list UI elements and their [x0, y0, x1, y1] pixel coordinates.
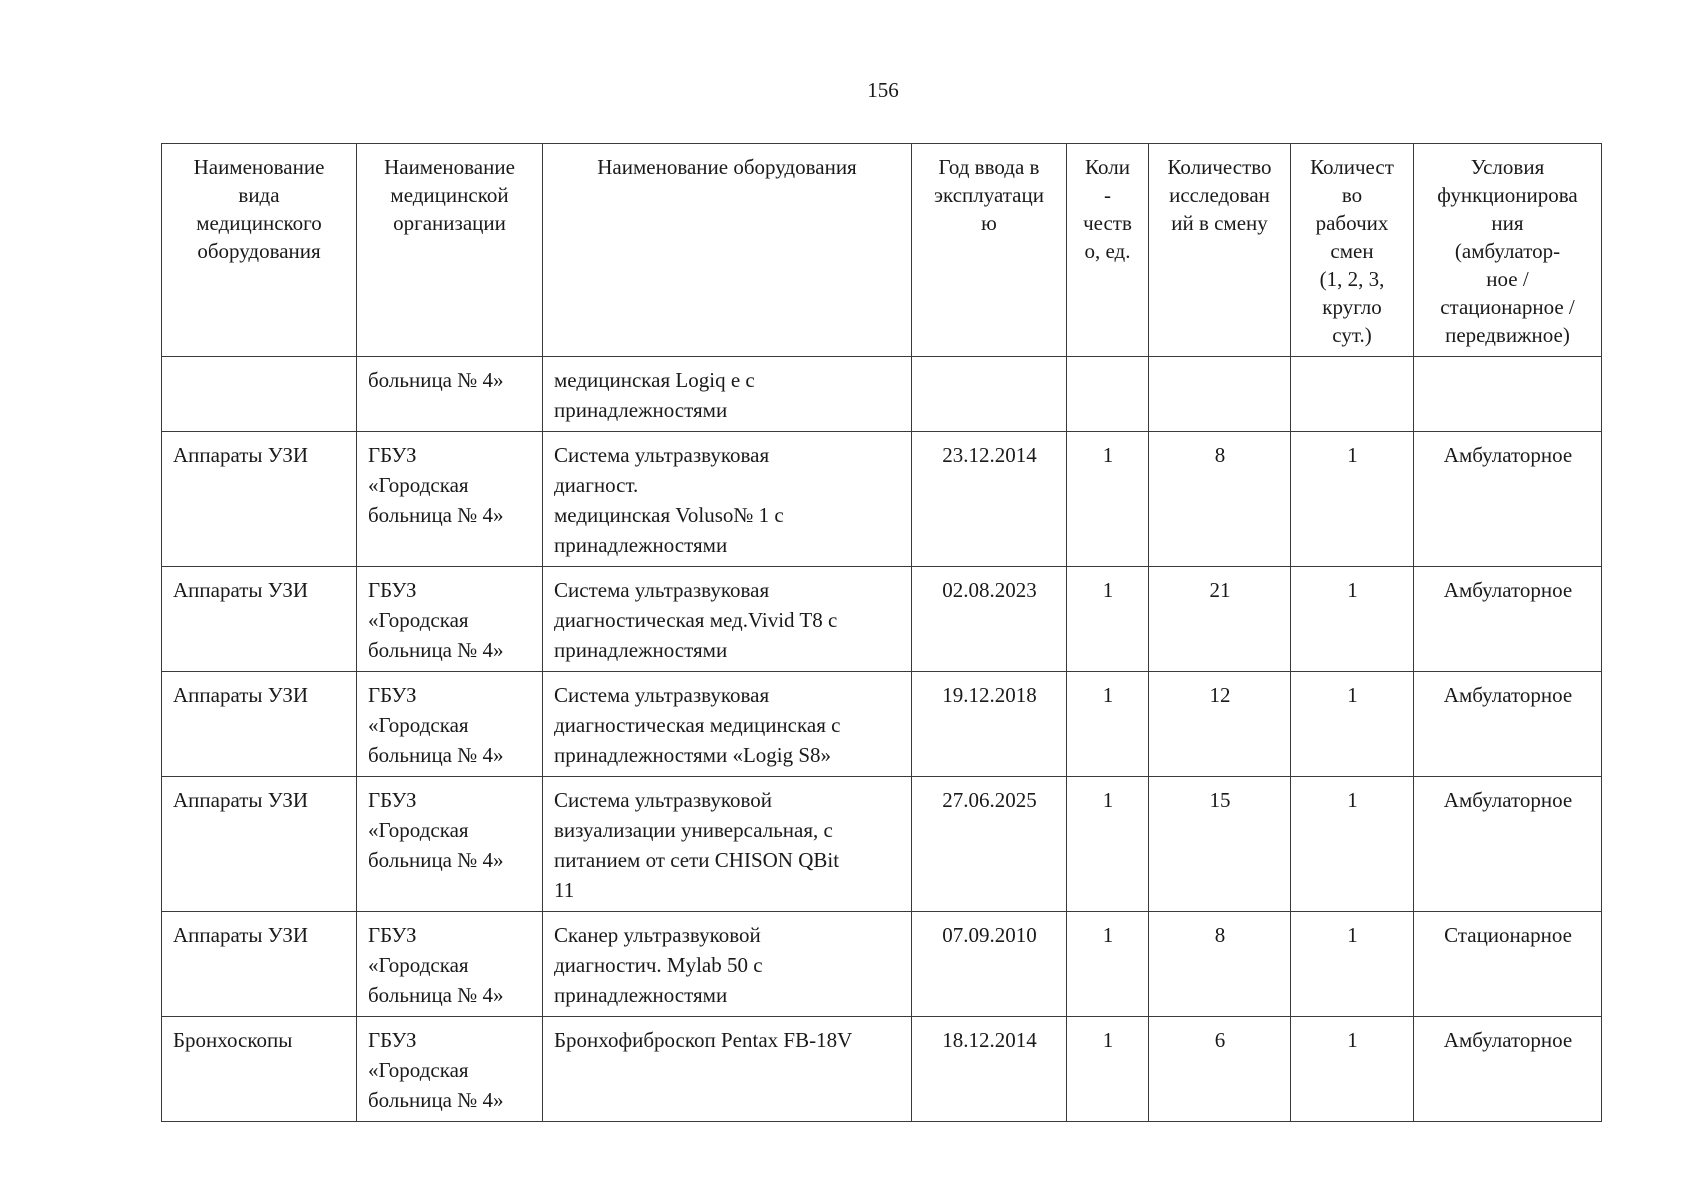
text-line: принадлежностями	[554, 638, 728, 662]
header-shift-count	[1291, 144, 1414, 357]
cell-conditions	[1414, 357, 1602, 432]
text-line: Наименование оборудования	[597, 155, 857, 179]
cell-equipment-type: Бронхоскопы	[162, 1017, 357, 1122]
text-line: Коли	[1085, 155, 1130, 179]
text-line: больница № 4»	[368, 743, 504, 767]
text-line: (1, 2, 3,	[1319, 267, 1385, 291]
text-line: Условия	[1470, 155, 1545, 179]
header-conditions	[1414, 144, 1602, 357]
text-line: (амбулатор-	[1454, 239, 1561, 263]
cell-equipment-name	[543, 672, 912, 777]
text-line: Система ультразвуковая	[554, 443, 770, 467]
cell-organization	[357, 672, 543, 777]
text-line: «Городская	[368, 953, 469, 977]
header-equipment-name	[543, 144, 912, 357]
cell-studies-per-shift: 8	[1149, 912, 1291, 1017]
cell-organization	[357, 1017, 543, 1122]
text-line: медицинского	[196, 211, 322, 235]
text-line: диагностич. Mylab 50 с	[554, 953, 763, 977]
table-row	[162, 1017, 1602, 1122]
cell-commission-year	[912, 357, 1067, 432]
text-line: Наименование	[384, 155, 515, 179]
table-row	[162, 777, 1602, 912]
table-row	[162, 432, 1602, 567]
text-line: диагностическая медицинская с	[554, 713, 841, 737]
text-line: -	[1104, 183, 1111, 207]
text-line: «Городская	[368, 713, 469, 737]
text-line: принадлежностями «Logig S8»	[554, 743, 832, 767]
text-line: больница № 4»	[368, 1088, 504, 1112]
text-line: больница № 4»	[368, 983, 504, 1007]
text-line: питанием от сети CHISON QBit	[554, 848, 840, 872]
text-line: Наименование	[193, 155, 325, 179]
text-line: организации	[393, 211, 506, 235]
text-line: Год ввода в	[938, 155, 1040, 179]
text-line: ГБУЗ	[368, 443, 417, 467]
cell-commission-year: 07.09.2010	[912, 912, 1067, 1017]
cell-commission-year: 02.08.2023	[912, 567, 1067, 672]
cell-equipment-name	[543, 912, 912, 1017]
cell-quantity: 1	[1067, 912, 1149, 1017]
cell-equipment-name	[543, 357, 912, 432]
text-line: медицинской	[390, 183, 509, 207]
header-equipment-type	[162, 144, 357, 357]
cell-commission-year: 19.12.2018	[912, 672, 1067, 777]
cell-commission-year: 18.12.2014	[912, 1017, 1067, 1122]
cell-commission-year: 27.06.2025	[912, 777, 1067, 912]
cell-equipment-name	[543, 1017, 912, 1122]
cell-shift-count: 1	[1291, 777, 1414, 912]
cell-studies-per-shift	[1149, 357, 1291, 432]
text-line: Количество	[1167, 155, 1272, 179]
text-line: «Городская	[368, 1058, 469, 1082]
cell-shift-count: 1	[1291, 672, 1414, 777]
cell-studies-per-shift: 21	[1149, 567, 1291, 672]
text-line: рабочих	[1315, 211, 1389, 235]
cell-organization	[357, 777, 543, 912]
cell-shift-count: 1	[1291, 1017, 1414, 1122]
cell-quantity: 1	[1067, 672, 1149, 777]
cell-quantity: 1	[1067, 432, 1149, 567]
text-line: принадлежностями	[554, 533, 728, 557]
cell-studies-per-shift: 6	[1149, 1017, 1291, 1122]
text-line: медицинская Voluso№ 1 с	[554, 503, 784, 527]
cell-equipment-type: Аппараты УЗИ	[162, 567, 357, 672]
cell-quantity: 1	[1067, 777, 1149, 912]
cell-equipment-type	[162, 357, 357, 432]
cell-shift-count: 1	[1291, 432, 1414, 567]
cell-equipment-name	[543, 777, 912, 912]
text-line: Сканер ультразвуковой	[554, 923, 761, 947]
text-line: ГБУЗ	[368, 788, 417, 812]
text-line: оборудования	[197, 239, 321, 263]
text-line: эксплуатаци	[934, 183, 1044, 207]
cell-equipment-type: Аппараты УЗИ	[162, 912, 357, 1017]
text-line: больница № 4»	[368, 368, 504, 392]
table-body	[162, 357, 1602, 1122]
cell-shift-count	[1291, 357, 1414, 432]
text-line: о, ед.	[1084, 239, 1131, 263]
header-commission-year	[912, 144, 1067, 357]
page-number: 156	[867, 78, 899, 102]
text-line: вида	[238, 183, 280, 207]
text-line: ГБУЗ	[368, 923, 417, 947]
cell-studies-per-shift: 12	[1149, 672, 1291, 777]
cell-shift-count: 1	[1291, 567, 1414, 672]
text-line: ное /	[1486, 267, 1529, 291]
text-line: принадлежностями	[554, 398, 728, 422]
text-line: «Городская	[368, 473, 469, 497]
text-line: ГБУЗ	[368, 578, 417, 602]
header-organization	[357, 144, 543, 357]
text-line: честв	[1083, 211, 1132, 235]
header-studies-per-shift	[1149, 144, 1291, 357]
text-line: «Городская	[368, 818, 469, 842]
text-line: больница № 4»	[368, 503, 504, 527]
text-line: Количест	[1310, 155, 1394, 179]
cell-conditions: Амбулаторное	[1414, 672, 1602, 777]
cell-conditions: Стационарное	[1414, 912, 1602, 1017]
cell-quantity	[1067, 357, 1149, 432]
cell-quantity: 1	[1067, 567, 1149, 672]
cell-equipment-type: Аппараты УЗИ	[162, 672, 357, 777]
table-row	[162, 912, 1602, 1017]
cell-commission-year: 23.12.2014	[912, 432, 1067, 567]
text-line: больница № 4»	[368, 848, 504, 872]
cell-equipment-type: Аппараты УЗИ	[162, 432, 357, 567]
text-line: ю	[981, 211, 997, 235]
cell-equipment-name	[543, 567, 912, 672]
table-row	[162, 672, 1602, 777]
text-line: больница № 4»	[368, 638, 504, 662]
text-line: ГБУЗ	[368, 1028, 417, 1052]
cell-equipment-name	[543, 432, 912, 567]
table-row	[162, 357, 1602, 432]
text-line: стационарное /	[1440, 295, 1575, 319]
text-line: ГБУЗ	[368, 683, 417, 707]
text-line: Система ультразвуковая	[554, 683, 770, 707]
text-line: Бронхофиброскоп Pentax FB-18V	[554, 1028, 853, 1052]
cell-conditions: Амбулаторное	[1414, 432, 1602, 567]
text-line: сут.)	[1332, 323, 1372, 347]
table-header-row	[162, 144, 1602, 357]
table-row	[162, 567, 1602, 672]
cell-organization	[357, 432, 543, 567]
text-line: во	[1341, 183, 1363, 207]
cell-organization	[357, 912, 543, 1017]
cell-equipment-type: Аппараты УЗИ	[162, 777, 357, 912]
text-line: исследован	[1169, 183, 1270, 207]
cell-conditions: Амбулаторное	[1414, 1017, 1602, 1122]
header-quantity	[1067, 144, 1149, 357]
text-line: ий в смену	[1171, 211, 1268, 235]
text-line: диагностическая мед.Vivid T8 с	[554, 608, 838, 632]
cell-quantity: 1	[1067, 1017, 1149, 1122]
text-line: диагност.	[554, 473, 639, 497]
text-line: «Городская	[368, 608, 469, 632]
equipment-table	[161, 143, 1602, 1122]
text-line: визуализации универсальная, с	[554, 818, 833, 842]
text-line: медицинская Logiq e с	[554, 368, 755, 392]
cell-organization	[357, 357, 543, 432]
text-line: 11	[554, 878, 575, 902]
text-line: смен	[1330, 239, 1374, 263]
text-line: ния	[1491, 211, 1524, 235]
text-line: Система ультразвуковая	[554, 578, 770, 602]
cell-shift-count: 1	[1291, 912, 1414, 1017]
text-line: кругло	[1322, 295, 1382, 319]
cell-conditions: Амбулаторное	[1414, 567, 1602, 672]
text-line: Система ультразвуковой	[554, 788, 773, 812]
text-line: функционирова	[1437, 183, 1578, 207]
text-line: передвижное)	[1445, 323, 1570, 347]
cell-studies-per-shift: 15	[1149, 777, 1291, 912]
text-line: принадлежностями	[554, 983, 728, 1007]
cell-organization	[357, 567, 543, 672]
cell-conditions: Амбулаторное	[1414, 777, 1602, 912]
cell-studies-per-shift: 8	[1149, 432, 1291, 567]
